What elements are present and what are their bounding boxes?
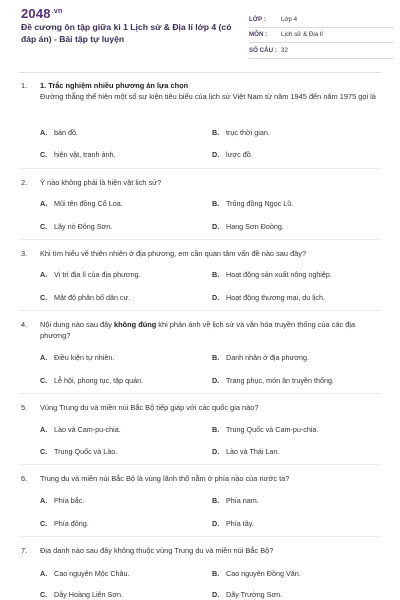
option-letter: C. bbox=[40, 150, 48, 159]
option-a[interactable] bbox=[40, 353, 114, 363]
meta-value: 32 bbox=[281, 46, 288, 54]
option-text: Cao nguyên Đồng Văn. bbox=[226, 569, 301, 578]
option-text: Danh nhân ở địa phương. bbox=[226, 353, 309, 362]
option-b[interactable] bbox=[212, 270, 332, 280]
question-number: 3. bbox=[21, 249, 28, 258]
question-divider bbox=[18, 239, 382, 240]
option-letter: B. bbox=[212, 270, 220, 279]
header bbox=[0, 0, 400, 62]
meta-row-subject bbox=[249, 28, 394, 44]
question-stem bbox=[0, 319, 400, 341]
question-divider bbox=[18, 168, 382, 169]
option-a[interactable] bbox=[40, 496, 84, 506]
question-number: 6. bbox=[21, 474, 28, 483]
option-c[interactable] bbox=[40, 447, 117, 457]
question-2 bbox=[0, 177, 400, 231]
option-letter: B. bbox=[212, 199, 220, 208]
question-6 bbox=[0, 473, 400, 528]
option-c[interactable] bbox=[40, 293, 130, 303]
option-b[interactable] bbox=[212, 128, 270, 138]
option-text: Phía tây. bbox=[226, 519, 254, 528]
option-text: Vị trí địa lí của địa phương. bbox=[54, 270, 141, 279]
option-letter: A. bbox=[40, 199, 48, 208]
question-divider bbox=[18, 536, 382, 537]
option-b[interactable] bbox=[212, 496, 259, 506]
option-letter: D. bbox=[212, 293, 220, 302]
question-number: 1. bbox=[21, 81, 28, 90]
option-d[interactable] bbox=[212, 519, 254, 529]
option-letter: A. bbox=[40, 496, 48, 505]
document-title: Đề cương ôn tập giữa kì 1 Lịch sử & Địa lí lớp 4 (có đáp án) - Bài tập tự luyện bbox=[21, 22, 232, 44]
question-number: 7. bbox=[21, 546, 28, 555]
option-a[interactable] bbox=[40, 425, 121, 435]
option-b[interactable] bbox=[212, 353, 309, 363]
option-text: Lễ hội, phong tục, tập quán. bbox=[54, 376, 144, 385]
option-letter: B. bbox=[212, 128, 220, 137]
option-c[interactable] bbox=[40, 150, 116, 160]
option-text: Hoạt động thương mại, du lịch. bbox=[226, 293, 326, 302]
question-divider bbox=[18, 310, 382, 311]
question-number: 5. bbox=[21, 403, 28, 412]
question-divider bbox=[18, 393, 382, 394]
option-text: Trung Quốc và Cam-pu-chia. bbox=[226, 425, 319, 434]
question-number: 2. bbox=[21, 178, 28, 187]
option-letter: C. bbox=[40, 519, 48, 528]
question-divider bbox=[18, 464, 382, 465]
option-letter: B. bbox=[212, 496, 220, 505]
question-text bbox=[40, 319, 380, 341]
option-letter: C. bbox=[40, 447, 48, 456]
option-letter: B. bbox=[212, 353, 220, 362]
option-text: Cao nguyên Mộc Châu. bbox=[54, 569, 130, 578]
option-text: lược đồ. bbox=[226, 150, 253, 159]
option-letter: A. bbox=[40, 270, 48, 279]
question-1 bbox=[0, 80, 400, 159]
option-a[interactable] bbox=[40, 270, 141, 280]
meta-row-count bbox=[249, 43, 394, 59]
option-letter: D. bbox=[212, 150, 220, 159]
option-text: Mũi tên đồng Cổ Loa. bbox=[54, 199, 123, 208]
option-letter: B. bbox=[212, 425, 220, 434]
meta-value: Lớp 4 bbox=[281, 15, 298, 23]
question-5 bbox=[0, 402, 400, 456]
question-3 bbox=[0, 248, 400, 302]
option-c[interactable] bbox=[40, 376, 143, 386]
option-letter: D. bbox=[212, 519, 220, 528]
option-text: Trống đồng Ngọc Lũ. bbox=[226, 199, 294, 208]
section-heading: 1. Trắc nghiệm nhiều phương án lựa chọn bbox=[40, 81, 189, 90]
option-text: Phía bắc. bbox=[54, 496, 85, 505]
option-letter: D. bbox=[212, 590, 220, 599]
option-text: Hang Sơn Đoòng. bbox=[226, 222, 284, 231]
logo-main: 2048 bbox=[21, 6, 51, 21]
option-a[interactable] bbox=[40, 128, 78, 138]
question-text: Địa danh nào sau đây không thuộc vùng Trung du và miền núi Bắc Bộ? bbox=[40, 546, 274, 555]
logo-suffix: .vn bbox=[51, 7, 63, 15]
question-text-part: Nội dung nào sau đây bbox=[40, 320, 114, 329]
question-stem bbox=[0, 248, 400, 259]
option-text: Hoạt động sản xuất nông nghiệp. bbox=[226, 270, 332, 279]
option-text: trục thời gian. bbox=[226, 128, 270, 137]
option-text: Trung Quốc và Lào. bbox=[54, 447, 118, 456]
option-text: Điều kiện tự nhiên. bbox=[54, 353, 115, 362]
meta-key: LỚP : bbox=[249, 15, 266, 23]
option-letter: A. bbox=[40, 128, 48, 137]
question-text: Khi tìm hiểu về thiên nhiên ở địa phương, em cần quan tâm vấn đề nào sau đây? bbox=[40, 249, 307, 258]
option-letter: D. bbox=[212, 447, 220, 456]
meta-key: MÔN : bbox=[249, 31, 268, 39]
option-letter: A. bbox=[40, 425, 48, 434]
option-letter: C. bbox=[40, 590, 48, 599]
option-text: Trang phục, món ăn truyền thống. bbox=[226, 376, 335, 385]
option-text: Lãy nỏ Đông Sơn. bbox=[54, 222, 113, 231]
option-text: Dãy Trường Sơn. bbox=[226, 590, 283, 599]
option-a[interactable] bbox=[40, 199, 123, 209]
option-text: Dãy Hoàng Liên Sơn. bbox=[54, 590, 124, 599]
site-logo[interactable] bbox=[21, 6, 62, 21]
option-d[interactable] bbox=[212, 150, 253, 160]
option-text: Phía nam. bbox=[226, 496, 259, 505]
meta-value: Lịch sử & Địa lí bbox=[281, 31, 323, 39]
question-stem bbox=[0, 473, 400, 484]
option-text: Lào và Cam-pu-chia. bbox=[54, 425, 121, 434]
question-stem bbox=[0, 177, 400, 188]
option-letter: A. bbox=[40, 569, 48, 578]
question-text: Đường thẳng thể hiện một số sự kiện tiêu biểu của lịch sử Việt Nam từ năm 1945 đến năm 1975 gọi là bbox=[40, 92, 376, 102]
question-7 bbox=[0, 545, 400, 599]
option-letter: C. bbox=[40, 222, 48, 231]
meta-table bbox=[249, 12, 394, 59]
header-divider bbox=[18, 72, 382, 73]
option-text: Phía đông. bbox=[54, 519, 89, 528]
question-4 bbox=[0, 319, 400, 385]
question-stem bbox=[0, 402, 400, 413]
option-d[interactable] bbox=[212, 447, 279, 457]
option-d[interactable] bbox=[212, 376, 334, 386]
option-text: bản đồ. bbox=[54, 128, 78, 137]
question-text: Ý nào không phải là hiện vật lịch sử? bbox=[40, 178, 162, 187]
option-letter: B. bbox=[212, 569, 220, 578]
question-stem bbox=[0, 80, 400, 102]
option-text: hiện vật, tranh ảnh. bbox=[54, 150, 116, 159]
option-b[interactable] bbox=[212, 569, 301, 579]
option-d[interactable] bbox=[212, 222, 284, 232]
question-text-part: khi phản ánh về lịch sử và văn hóa truyền thống của các địa phương? bbox=[40, 320, 356, 341]
question-number: 4. bbox=[21, 320, 28, 329]
option-letter: C. bbox=[40, 293, 48, 302]
option-letter: D. bbox=[212, 376, 220, 385]
question-stem bbox=[0, 545, 400, 556]
meta-row-grade bbox=[249, 12, 394, 28]
question-text: Vùng Trung du và miền núi Bắc Bộ tiếp giáp với các quốc gia nào? bbox=[40, 403, 259, 412]
option-text: Lào và Thái Lan. bbox=[226, 447, 280, 456]
option-b[interactable] bbox=[212, 199, 293, 209]
option-c[interactable] bbox=[40, 519, 89, 529]
option-d[interactable] bbox=[212, 293, 325, 303]
question-emphasis: không đúng bbox=[113, 320, 157, 329]
option-c[interactable] bbox=[40, 222, 112, 232]
option-letter: D. bbox=[212, 222, 220, 231]
question-text: Trung du và miền núi Bắc Bộ là vùng lãnh thổ nằm ở phía nào của nước ta? bbox=[40, 474, 290, 483]
option-d[interactable] bbox=[212, 590, 282, 600]
meta-key: SỐ CÂU : bbox=[249, 46, 277, 54]
option-c[interactable] bbox=[40, 590, 123, 600]
option-letter: C. bbox=[40, 376, 48, 385]
option-a[interactable] bbox=[40, 569, 130, 579]
option-letter: A. bbox=[40, 353, 48, 362]
option-text: Mật độ phân bố dân cư. bbox=[54, 293, 131, 302]
option-b[interactable] bbox=[212, 425, 318, 435]
